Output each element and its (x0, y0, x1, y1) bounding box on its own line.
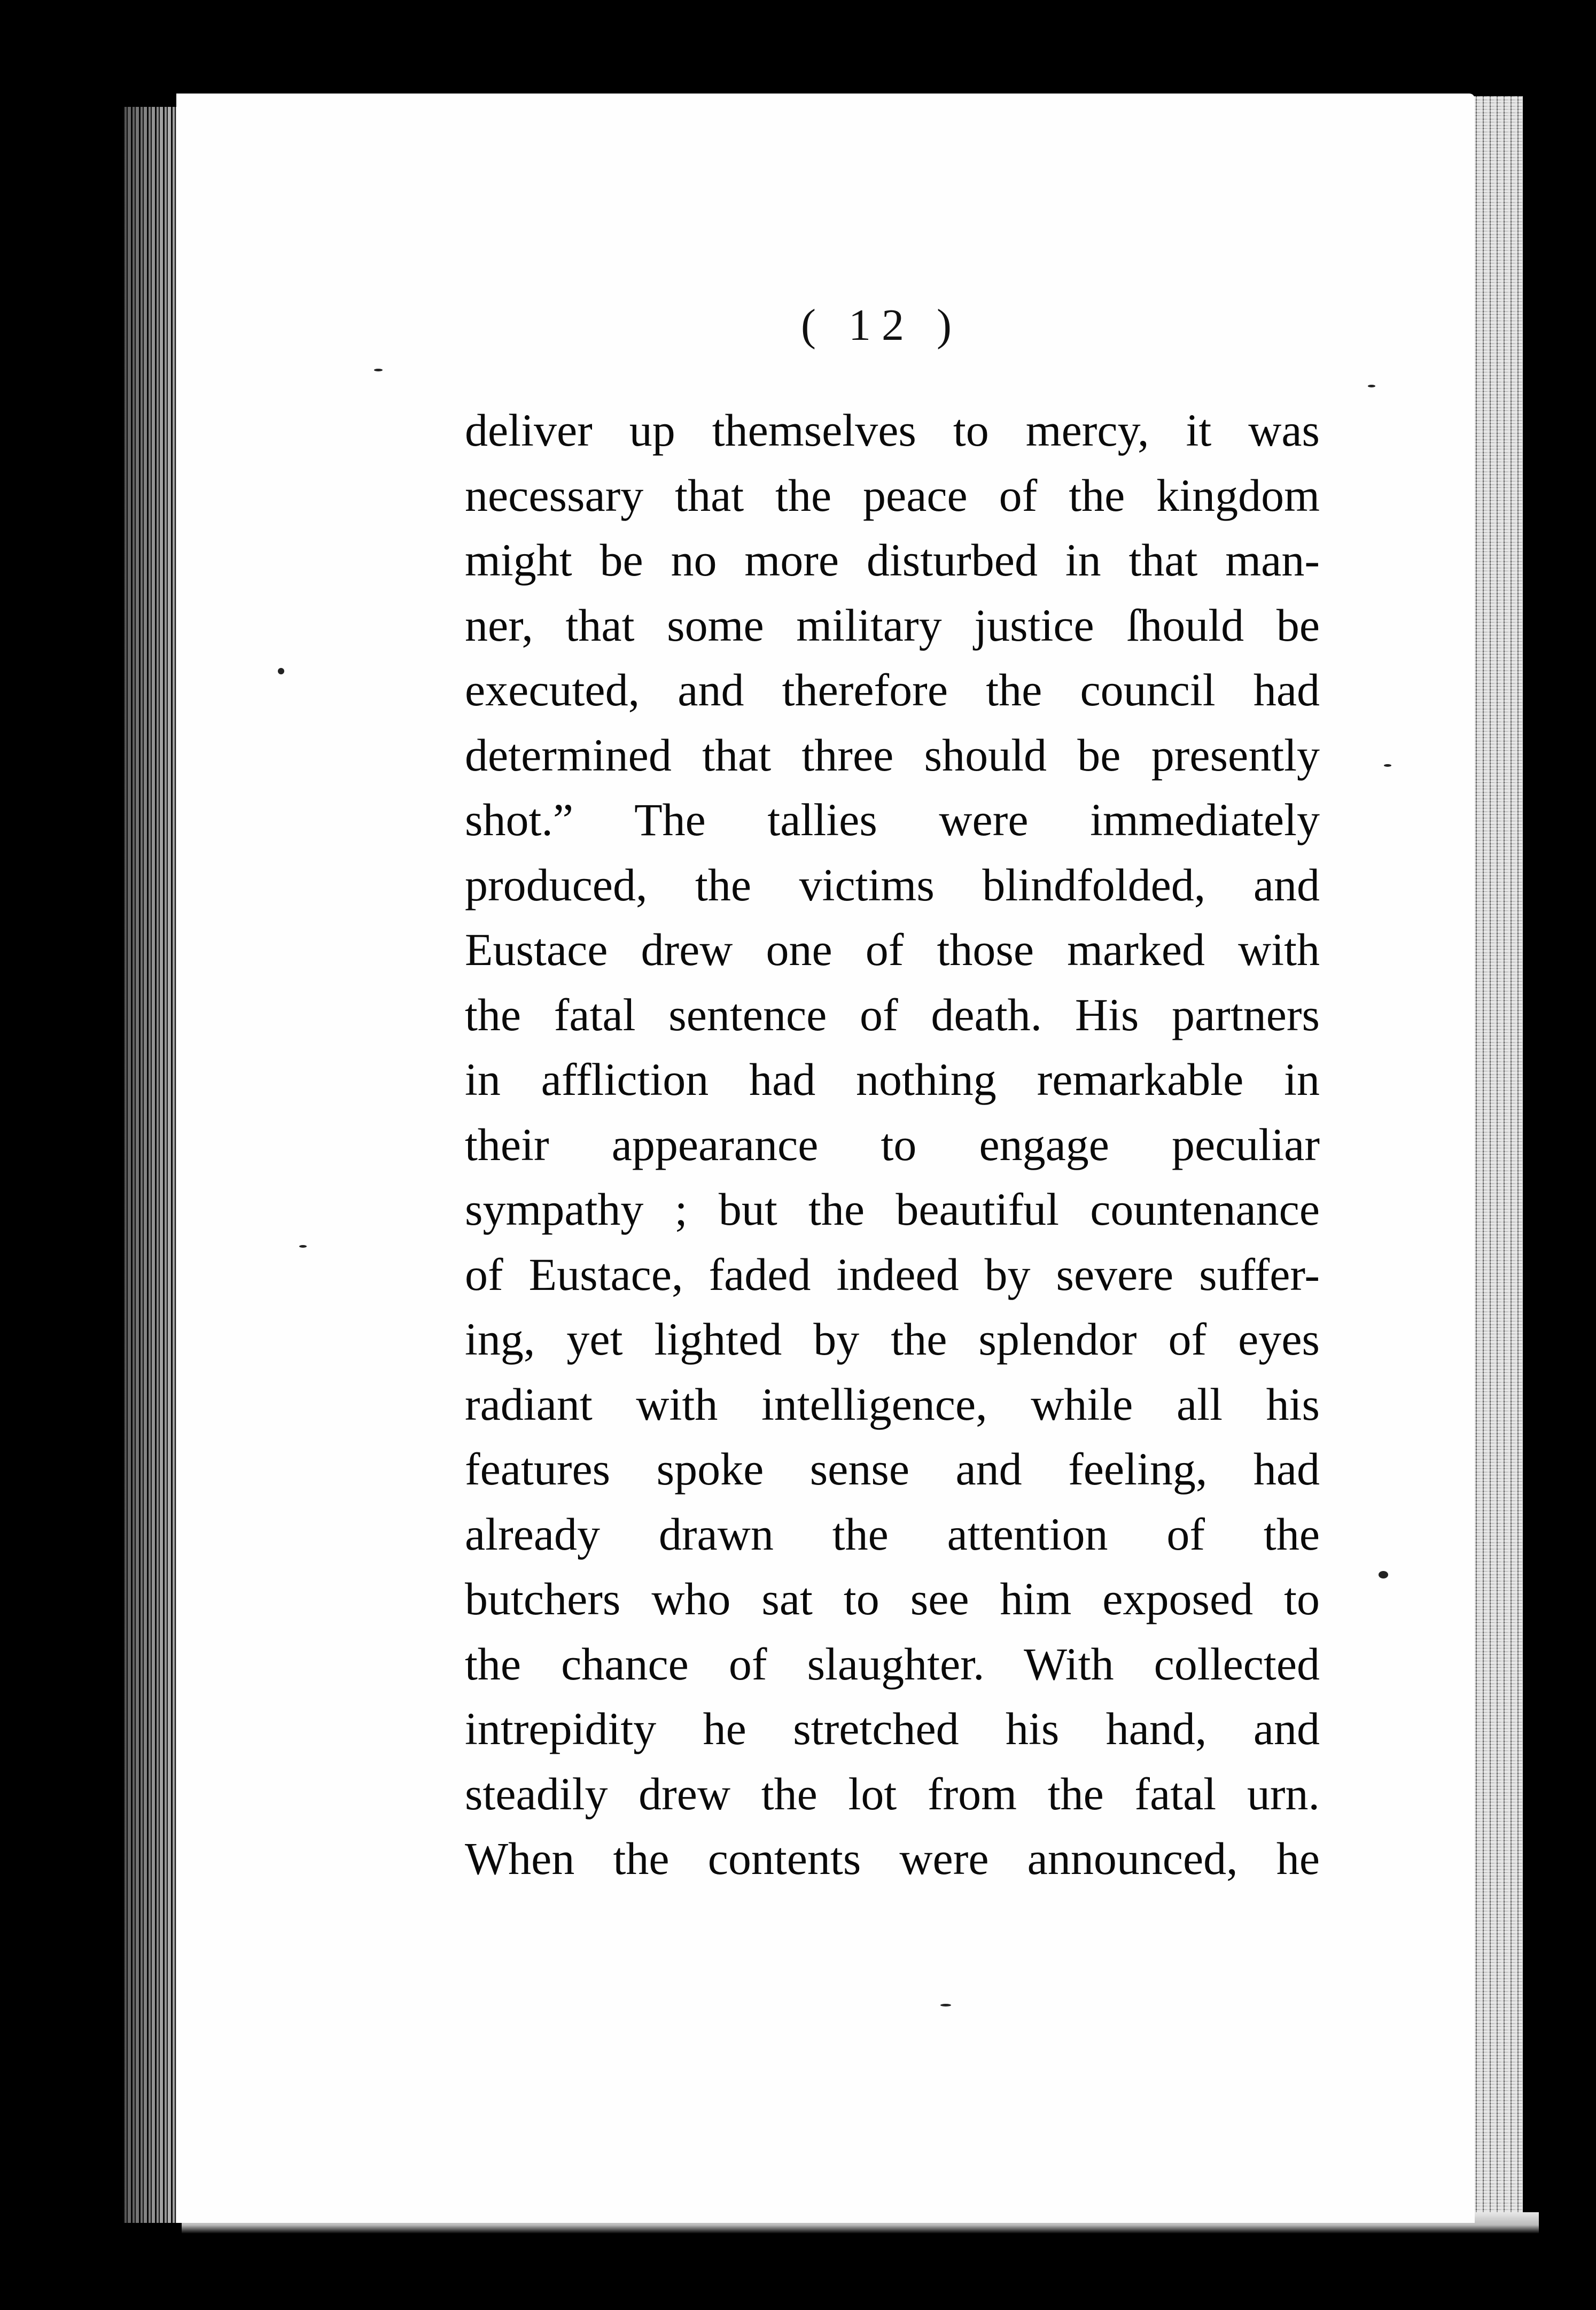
text-line: Eustace drew one of those marked with (465, 924, 1320, 975)
text-line: shot.” The tallies were immediately (465, 794, 1320, 845)
text-line: the chance of slaughter. With collected (465, 1638, 1320, 1690)
body-text (465, 398, 1320, 1892)
text-line: might be no more disturbed in that man- (465, 534, 1320, 586)
scan-speck (1379, 1571, 1388, 1578)
text-line: radiant with intelligence, while all his (465, 1378, 1320, 1430)
text-line: features spoke sense and feeling, had (465, 1443, 1320, 1495)
page-number: ( 12 ) (801, 300, 962, 350)
text-line: of Eustace, faded indeed by severe suffer- (465, 1248, 1320, 1300)
text-line: steadily drew the lot from the fatal urn. (465, 1768, 1320, 1819)
scan-speck (278, 668, 284, 674)
text-line: butchers who sat to see him exposed to (465, 1573, 1320, 1624)
text-line: deliver up themselves to mercy, it was (465, 405, 1320, 456)
text-line: When the contents were announced, he (465, 1833, 1320, 1884)
text-line: already drawn the attention of the (465, 1508, 1320, 1560)
text-line: necessary that the peace of the kingdom (465, 469, 1320, 521)
text-line: the fatal sentence of death. His partners (465, 989, 1320, 1040)
text-line: in affliction had nothing remarkable in (465, 1054, 1320, 1105)
scan-speck (374, 369, 383, 371)
text-line: produced, the victims blindfolded, and (465, 859, 1320, 911)
scan-speck (1384, 764, 1391, 767)
text-line: determined that three should be presently (465, 729, 1320, 781)
text-line: intrepidity he stretched his hand, and (465, 1703, 1320, 1754)
scan-speck (299, 1245, 307, 1248)
text-line: ner, that some military justice ſhould be (465, 599, 1320, 651)
scan-speck (1368, 385, 1375, 387)
text-line: ing, yet lighted by the splendor of eyes (465, 1313, 1320, 1365)
text-line: sympathy ; but the beautiful countenance (465, 1184, 1320, 1235)
text-line: executed, and therefore the council had (465, 664, 1320, 715)
text-line: their appearance to engage peculiar (465, 1118, 1320, 1170)
scan-speck (940, 2004, 951, 2006)
